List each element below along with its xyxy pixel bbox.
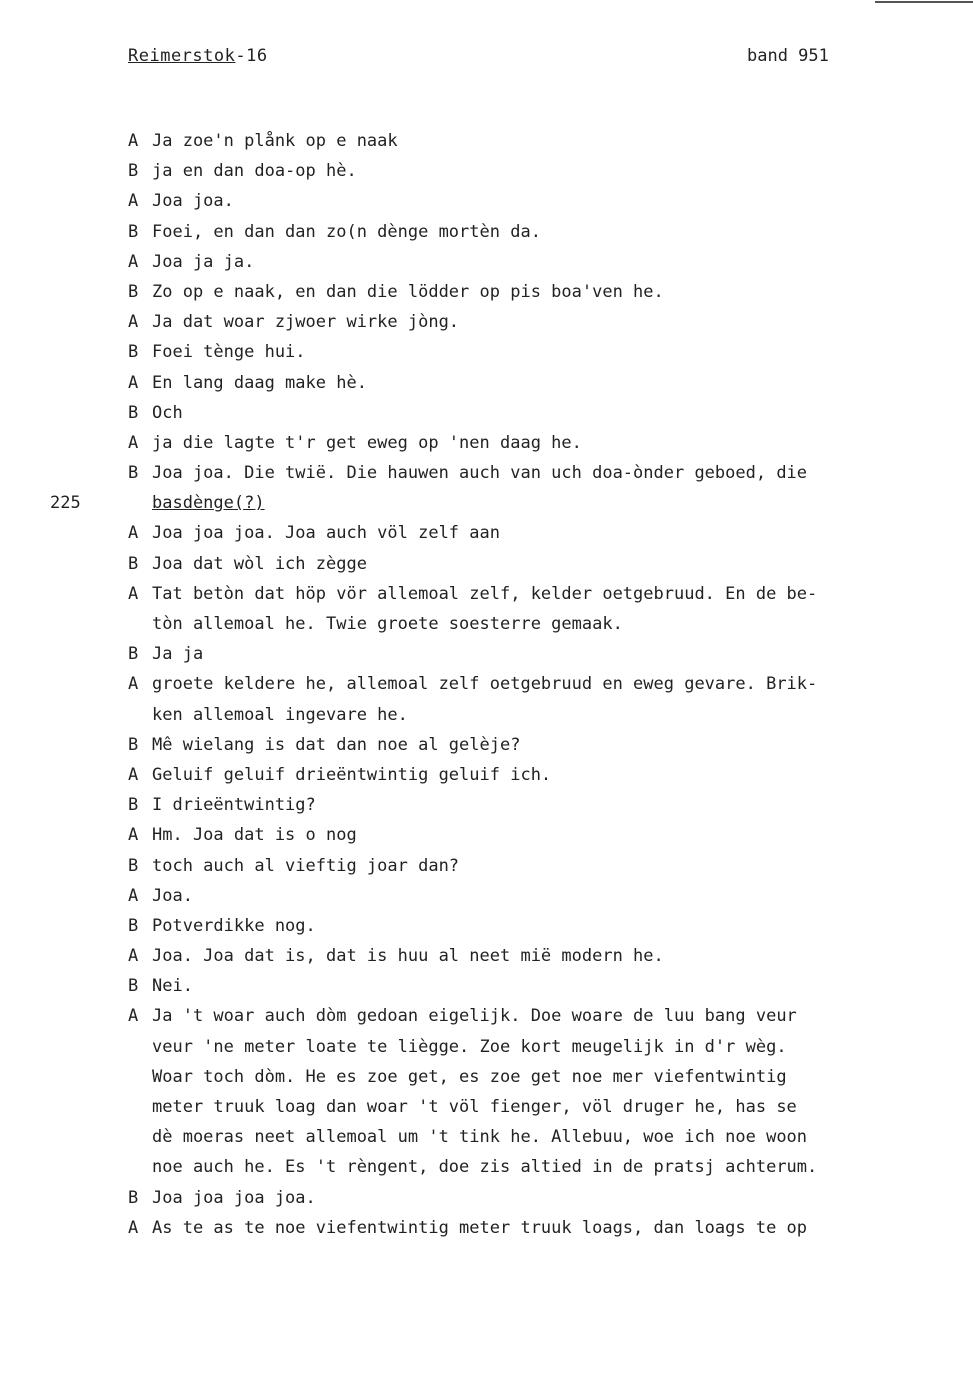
speaker-label: A bbox=[128, 1217, 139, 1238]
transcript-line bbox=[0, 790, 973, 820]
line-text: toch auch al vieftig joar dan? bbox=[152, 855, 460, 876]
transcript-line bbox=[0, 1183, 973, 1213]
line-text: Nei. bbox=[152, 976, 193, 997]
line-text: basdènge(?) bbox=[152, 493, 265, 514]
transcript-line bbox=[0, 1213, 973, 1243]
speaker-label: B bbox=[128, 644, 139, 665]
speaker-label: B bbox=[128, 402, 139, 423]
line-text: Mê wielang is dat dan noe al gelèje? bbox=[152, 734, 521, 755]
line-text: Ja 't woar auch dòm gedoan eigelijk. Doe woare de luu bang veur bbox=[152, 1006, 797, 1027]
line-text: Joa. bbox=[152, 885, 193, 906]
transcript-line bbox=[0, 579, 973, 609]
speaker-label: B bbox=[128, 795, 139, 816]
line-text: Hm. Joa dat is o nog bbox=[152, 825, 357, 846]
line-text: Ja dat woar zjwoer wirke jòng. bbox=[152, 312, 460, 333]
transcript-line bbox=[0, 609, 973, 639]
transcript-line bbox=[0, 1001, 973, 1031]
transcript-line bbox=[0, 307, 973, 337]
speaker-label: B bbox=[128, 734, 139, 755]
line-text: Foei tènge hui. bbox=[152, 342, 306, 363]
line-number: 225 bbox=[50, 493, 81, 514]
transcript-line bbox=[0, 730, 973, 760]
line-text: Potverdikke nog. bbox=[152, 915, 316, 936]
transcript-line bbox=[0, 1152, 973, 1182]
transcript-line bbox=[0, 911, 973, 941]
line-text: noe auch he. Es 't rèngent, doe zis altied in de pratsj achterum. bbox=[152, 1157, 818, 1178]
document-title bbox=[128, 46, 268, 66]
line-text: En lang daag make hè. bbox=[152, 372, 367, 393]
line-text: meter truuk loag dan woar 't völ fienger, völ druger he, has se bbox=[152, 1097, 797, 1117]
line-text: Woar toch dòm. He es zoe get, es zoe get noe mer viefentwintig bbox=[152, 1066, 787, 1087]
speaker-label: A bbox=[128, 825, 139, 846]
transcript-line bbox=[0, 518, 973, 548]
speaker-label: B bbox=[128, 1187, 139, 1208]
speaker-label: A bbox=[128, 1006, 139, 1027]
transcript-line bbox=[0, 639, 973, 669]
line-text: ken allemoal ingevare he. bbox=[152, 704, 408, 725]
transcript-line bbox=[0, 549, 973, 579]
top-rule bbox=[875, 1, 973, 3]
line-text: Joa joa joa joa. bbox=[152, 1187, 316, 1208]
line-text: Joa joa. bbox=[152, 191, 234, 212]
line-text: tòn allemoal he. Twie groete soesterre gemaak. bbox=[152, 614, 623, 634]
transcript-line bbox=[0, 186, 973, 216]
transcript-line bbox=[0, 337, 973, 367]
line-text: Zo op e naak, en dan die lödder op pis boa'ven he. bbox=[152, 281, 664, 302]
transcript-line bbox=[0, 700, 973, 730]
speaker-label: A bbox=[128, 946, 139, 967]
speaker-label: A bbox=[128, 131, 139, 151]
speaker-label: A bbox=[128, 674, 139, 695]
transcript-line bbox=[0, 247, 973, 277]
line-text: Geluif geluif drieëntwintig geluif ich. bbox=[152, 764, 552, 785]
speaker-label: A bbox=[128, 523, 139, 544]
speaker-label: B bbox=[128, 855, 139, 876]
line-text: Joa ja ja. bbox=[152, 251, 255, 272]
line-text: As te as te noe viefentwintig meter truuk loags, dan loags te op bbox=[152, 1217, 808, 1238]
band-label: band 951 bbox=[747, 46, 829, 66]
line-text: Joa dat wòl ich zègge bbox=[152, 553, 367, 574]
speaker-label: A bbox=[128, 764, 139, 785]
transcript-line bbox=[0, 669, 973, 699]
transcript-line bbox=[0, 398, 973, 428]
speaker-label: A bbox=[128, 885, 139, 906]
speaker-label: A bbox=[128, 191, 139, 212]
speaker-label: B bbox=[128, 161, 139, 182]
speaker-label: B bbox=[128, 553, 139, 574]
transcript-line bbox=[0, 971, 973, 1001]
line-text: Joa joa joa. Joa auch völ zelf aan bbox=[152, 523, 500, 544]
line-text: Joa. Joa dat is, dat is huu al neet mië modern he. bbox=[152, 946, 664, 967]
line-text: ja die lagte t'r get eweg op 'nen daag he. bbox=[152, 432, 582, 453]
transcript-line bbox=[0, 458, 973, 488]
transcript-line bbox=[0, 217, 973, 247]
speaker-label: B bbox=[128, 342, 139, 363]
line-text: Ja ja bbox=[152, 644, 204, 665]
line-text: Foei, en dan dan zo(n dènge mortèn da. bbox=[152, 221, 541, 242]
line-text: groete keldere he, allemoal zelf oetgebruud en eweg gevare. Brik- bbox=[152, 674, 818, 695]
speaker-label: A bbox=[128, 583, 139, 604]
transcript-line bbox=[0, 428, 973, 458]
speaker-label: B bbox=[128, 463, 139, 484]
line-text: ja en dan doa-op hè. bbox=[152, 161, 357, 182]
transcript-line bbox=[0, 760, 973, 790]
line-text: Tat betòn dat höp vör allemoal zelf, kelder oetgebruud. En de be- bbox=[152, 583, 818, 604]
transcript-line bbox=[0, 1032, 973, 1062]
line-text: I drieëntwintig? bbox=[152, 795, 316, 816]
line-text: Och bbox=[152, 402, 183, 423]
transcript-line bbox=[0, 1122, 973, 1152]
transcript-line bbox=[0, 368, 973, 398]
transcript-line bbox=[0, 277, 973, 307]
transcript-line bbox=[0, 881, 973, 911]
speaker-label: A bbox=[128, 432, 139, 453]
speaker-label: B bbox=[128, 281, 139, 302]
transcript-line bbox=[0, 941, 973, 971]
speaker-label: B bbox=[128, 976, 139, 997]
speaker-label: A bbox=[128, 312, 139, 333]
speaker-label: A bbox=[128, 251, 139, 272]
transcript-line bbox=[0, 488, 973, 518]
speaker-label: B bbox=[128, 221, 139, 242]
transcript-line bbox=[0, 126, 973, 156]
transcript-line bbox=[0, 1092, 973, 1122]
line-text: dè moeras neet allemoal um 't tink he. Allebuu, woe ich noe woon bbox=[152, 1127, 808, 1148]
line-text: veur 'ne meter loate te liègge. Zoe kort meugelijk in d'r wèg. bbox=[152, 1036, 787, 1057]
speaker-label: A bbox=[128, 372, 139, 393]
transcript-line bbox=[0, 156, 973, 186]
speaker-label: B bbox=[128, 915, 139, 936]
transcript-line bbox=[0, 851, 973, 881]
title-main: Reimerstok bbox=[128, 46, 236, 66]
line-text: Joa joa. Die twië. Die hauwen auch van uch doa-ònder geboed, die bbox=[152, 463, 808, 484]
title-suffix: -16 bbox=[235, 46, 268, 66]
transcript-line bbox=[0, 820, 973, 850]
transcript bbox=[0, 126, 973, 1243]
transcript-line bbox=[0, 1062, 973, 1092]
line-text: Ja zoe'n plånk op e naak bbox=[152, 131, 398, 151]
